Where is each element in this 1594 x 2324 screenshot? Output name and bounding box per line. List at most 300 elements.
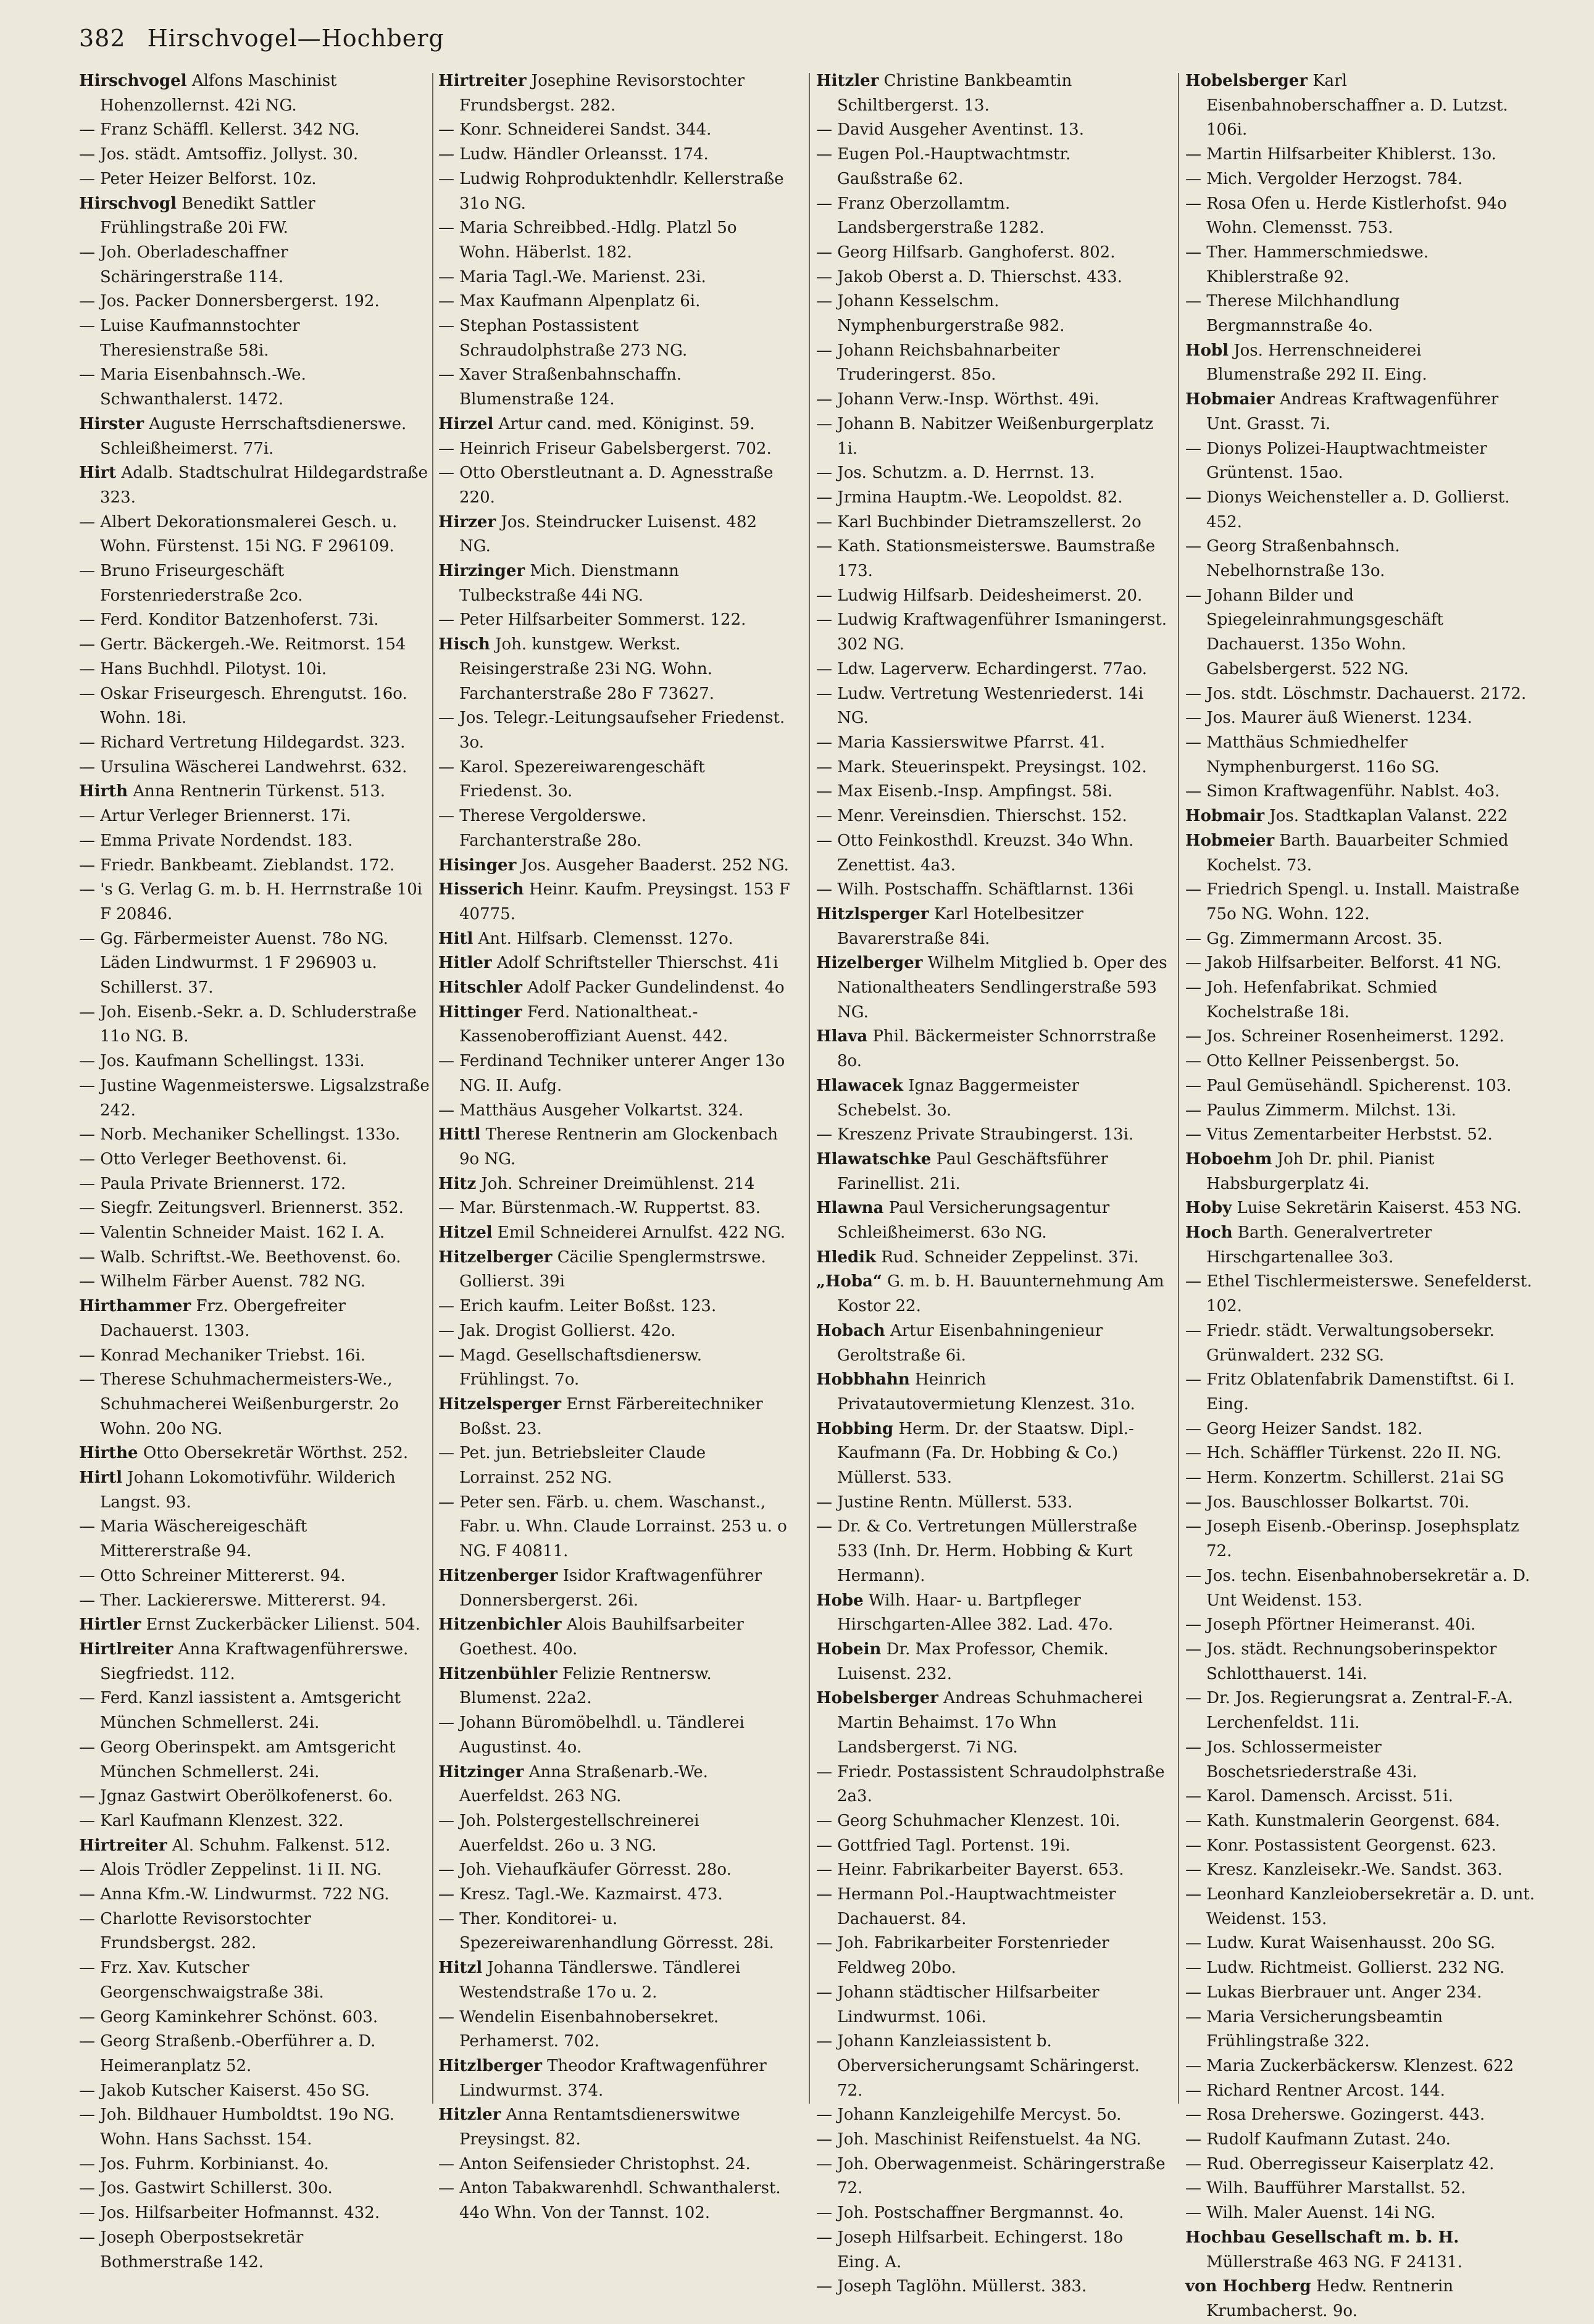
directory-entry xyxy=(1185,1956,1537,1981)
entry-text: Dr. Max Professor, Chemik. Luisenst. 232. xyxy=(837,1640,1109,1683)
entry-text: Mich. Vergolder Herzogst. 784. xyxy=(1206,169,1463,188)
directory-entry xyxy=(79,1001,431,1049)
entry-text: Jos. städt. Rechnungsoberinspektor Schlotthauerst. 14i. xyxy=(1206,1640,1497,1683)
directory-entry xyxy=(1185,1638,1537,1686)
directory-column-2 xyxy=(438,69,790,2223)
entry-text: Ludw. Richtmeist. Gollierst. 232 NG. xyxy=(1206,1959,1505,1978)
directory-entry xyxy=(816,780,1168,804)
entry-text: Joh. Viehaufkäufer Görresst. 28o. xyxy=(459,1860,732,1880)
directory-entry xyxy=(79,927,431,1001)
entry-text: Ant. Hilfsarb. Clemensst. 127o. xyxy=(478,929,733,948)
entry-text: Menr. Vereinsdien. Thierschst. 152. xyxy=(837,807,1127,826)
entry-text: Alois Trödler Zeppelinst. 1i II. NG. xyxy=(100,1860,382,1880)
surname: Hittinger xyxy=(438,1002,522,1022)
entry-text: Jakob Hilfsarbeiter. Belforst. 41 NG. xyxy=(1206,954,1502,973)
directory-entry-head xyxy=(1185,2226,1537,2275)
surname: Hobach xyxy=(816,1321,885,1340)
entry-text: Jos. techn. Eisenbahnobersekretär a. D. Unt Weidenst. 153. xyxy=(1206,1566,1530,1610)
directory-entry xyxy=(816,2030,1168,2103)
directory-entry-head xyxy=(438,951,790,976)
directory-entry xyxy=(1185,1883,1537,1931)
directory-entry xyxy=(816,2201,1168,2226)
entry-text: Joh. Maschinist Reifenstuelst. 4a NG. xyxy=(837,2130,1141,2149)
surname: Hirtler xyxy=(79,1615,141,1635)
entry-text: Martin Hilfsarbeiter Khiblerst. 13o. xyxy=(1206,145,1496,164)
entry-text: Ursulina Wäscherei Landwehrst. 632. xyxy=(100,757,407,777)
directory-entry xyxy=(816,289,1168,338)
directory-entry xyxy=(79,854,431,878)
entry-text: Ther. Konditorei- u. Spezereiwarenhandlung Görresst. 28i. xyxy=(459,1909,774,1953)
directory-entry xyxy=(438,1344,790,1393)
directory-entry xyxy=(79,1883,431,1907)
entry-text: Frz. Xav. Kutscher Georgenschwaigstraße 38i. xyxy=(100,1959,324,2002)
surname: Hobbhahn xyxy=(816,1370,910,1389)
directory-entry-head xyxy=(79,1466,431,1515)
surname: Hobmeier xyxy=(1185,831,1275,850)
entry-text: Anna Rentamtsdienerswitwe Preysingst. 82. xyxy=(459,2105,740,2149)
directory-entry xyxy=(438,1099,790,1123)
directory-entry xyxy=(438,706,790,755)
entry-text: Jos. Hilfsarbeiter Hofmannst. 432. xyxy=(100,2204,380,2223)
entry-text: Rosa Ofen u. Herde Kistlerhofst. 94o Wohn. Clemensst. 753. xyxy=(1206,194,1507,238)
entry-text: Anton Tabakwarenhdl. Schwanthalerst. 44o Whn. Von der Tannst. 102. xyxy=(459,2179,781,2223)
directory-entry xyxy=(79,633,431,657)
directory-entry-head xyxy=(816,1368,1168,1417)
directory-entry-head xyxy=(438,1760,790,1809)
entry-text: Cäcilie Spenglermstrswe. Gollierst. 39i xyxy=(459,1247,766,1291)
entry-text: Ther. Hammerschmiedswe. Khiblerstraße 92. xyxy=(1206,243,1429,286)
entry-text: Dionys Polizei-Hauptwachtmeister Grüntenst. 15ao. xyxy=(1206,439,1487,483)
entry-text: Pet. jun. Betriebsleiter Claude Lorrainst. 252 NG. xyxy=(459,1444,706,1488)
directory-entry xyxy=(1185,1441,1537,1466)
directory-entry xyxy=(1185,1785,1537,1809)
entry-text: Anna Straßenarb.-We. Auerfeldst. 263 NG. xyxy=(459,1762,708,1806)
entry-text: Joh Dr. phil. Pianist Habsburgerplatz 4i. xyxy=(1206,1149,1435,1193)
directory-entry xyxy=(816,1123,1168,1147)
entry-text: Otto Schreiner Mittererst. 94. xyxy=(100,1566,346,1585)
directory-entry xyxy=(79,1736,431,1785)
entry-text: Johann Reichsbahnarbeiter Truderingerst. 85o. xyxy=(837,341,1060,385)
entry-text: Johanna Tändlerswe. Tändlerei Westendstraße 17o u. 2. xyxy=(459,1959,741,2002)
entry-text: Karol. Damensch. Arcisst. 51i. xyxy=(1206,1787,1453,1806)
entry-text: Richard Rentner Arcost. 144. xyxy=(1206,2081,1445,2100)
directory-entry xyxy=(79,289,431,314)
directory-entry-head xyxy=(816,1147,1168,1196)
directory-entry xyxy=(1185,1981,1537,2005)
surname: Hisinger xyxy=(438,856,517,875)
entry-text: Wilh. Haar- u. Bartpfleger Hirschgarten-Allee 382. Lad. 47o. xyxy=(837,1591,1114,1635)
directory-entry xyxy=(79,1564,431,1589)
entry-text: Erich kaufm. Leiter Boßst. 123. xyxy=(459,1297,717,1316)
directory-entry xyxy=(1185,1736,1537,1785)
entry-text: Siegfr. Zeitungsverl. Briennerst. 352. xyxy=(100,1199,404,1218)
surname: Hobelsberger xyxy=(816,1689,938,1708)
entry-text: Auguste Herrschaftsdienerswe. Schleißheimerst. 77i. xyxy=(100,414,407,458)
entry-text: Heinrich Privatautovermietung Klenzest. 31o. xyxy=(837,1370,1135,1414)
surname: Hirzinger xyxy=(438,562,525,581)
directory-entry xyxy=(816,2275,1168,2299)
directory-entry xyxy=(816,265,1168,290)
surname: Hirth xyxy=(79,782,128,801)
entry-text: Ferd. Konditor Batzenhoferst. 73i. xyxy=(100,610,379,630)
entry-text: Albert Dekorationsmalerei Gesch. u. Wohn. Fürstenst. 15i NG. F 296109. xyxy=(100,512,398,556)
entry-text: Jos. Telegr.-Leitungsaufseher Friedenst. 3o. xyxy=(459,709,785,752)
entry-text: Otto Verleger Beethovenst. 6i. xyxy=(100,1149,348,1168)
entry-text: 's G. Verlag G. m. b. H. Herrnstraße 10i F 20846. xyxy=(100,880,423,923)
directory-entry xyxy=(438,1441,790,1490)
entry-text: Peter sen. Färb. u. chem. Waschanst., Fabr. u. Whn. Claude Lorrainst. 253 u. o NG. F 40811. xyxy=(459,1493,787,1561)
directory-entry xyxy=(438,143,790,167)
directory-entry xyxy=(79,1589,431,1614)
entry-text: Paul Gemüsehändl. Spicherenst. 103. xyxy=(1206,1076,1512,1095)
directory-entry-head xyxy=(438,559,790,608)
directory-entry xyxy=(816,584,1168,609)
entry-text: Phil. Bäckermeister Schnorrstraße 8o. xyxy=(837,1027,1156,1071)
directory-entry xyxy=(1185,1025,1537,1049)
directory-entry xyxy=(79,2005,431,2030)
directory-entry-head xyxy=(1185,804,1537,829)
entry-text: Joseph Hilfsarbeit. Echingerst. 18o Eing. A. xyxy=(837,2228,1124,2272)
entry-text: Barth. Bauarbeiter Schmied Kochelst. 73. xyxy=(1206,831,1509,875)
surname: Hoby xyxy=(1185,1199,1232,1218)
directory-entry xyxy=(438,2005,790,2054)
surname: von Hochberg xyxy=(1185,2277,1311,2296)
entry-text: Paulus Zimmerm. Milchst. 13i. xyxy=(1206,1101,1456,1120)
directory-entry-head xyxy=(816,1638,1168,1686)
directory-entry-head xyxy=(816,1589,1168,1638)
directory-column-4 xyxy=(1185,69,1537,2320)
entry-text: Charlotte Revisorstochter Frundsbergst. 282. xyxy=(100,1909,311,1953)
entry-text: Justine Rentn. Müllerst. 533. xyxy=(837,1493,1073,1512)
entry-text: Joh. Fabrikarbeiter Forstenrieder Feldweg 20bo. xyxy=(837,1934,1109,1978)
surname: Hirster xyxy=(79,414,144,433)
entry-text: Kath. Kunstmalerin Georgenst. 684. xyxy=(1206,1811,1500,1830)
surname: Hirthammer xyxy=(79,1297,191,1316)
directory-entry xyxy=(438,1196,790,1221)
directory-entry xyxy=(79,2201,431,2226)
surname: Hitzler xyxy=(816,72,879,90)
directory-entry-head xyxy=(438,2103,790,2152)
directory-entry xyxy=(816,1491,1168,1515)
entry-text: Franz Oberzollamtm. Landsbergerstraße 1282. xyxy=(837,194,1045,238)
directory-entry xyxy=(816,608,1168,657)
entry-text: Christine Bankbeamtin Schiltbergerst. 13. xyxy=(837,72,1072,115)
column-divider xyxy=(809,73,810,2104)
directory-entry xyxy=(79,1907,431,1956)
directory-entry xyxy=(438,118,790,143)
directory-entry xyxy=(79,2152,431,2177)
directory-entry xyxy=(438,1049,790,1098)
entry-text: Gg. Zimmermann Arcost. 35. xyxy=(1206,929,1443,948)
entry-text: Jrmina Hauptm.-We. Leopoldst. 82. xyxy=(837,488,1123,507)
entry-text: Anna Rentnerin Türkenst. 513. xyxy=(133,782,386,801)
entry-text: Joh. Eisenb.-Sekr. a. D. Schluderstraße 11o NG. B. xyxy=(100,1002,417,1046)
directory-entry-head xyxy=(79,1834,431,1859)
entry-text: Alfons Maschinist Hohenzollernst. 42i NG. xyxy=(100,72,337,115)
entry-text: Jos. Ausgeher Baaderst. 252 NG. xyxy=(521,856,789,875)
directory-entry xyxy=(79,143,431,167)
entry-text: Karol. Spezereiwarengeschäft Friedenst. 3o. xyxy=(459,757,705,801)
directory-entry xyxy=(79,1221,431,1246)
entry-text: Kresz. Tagl.-We. Kazmairst. 473. xyxy=(459,1885,723,1904)
entry-text: Lukas Bierbrauer unt. Anger 234. xyxy=(1206,1983,1482,2002)
entry-text: Johann Lokomotivführ. Wilderich Langst. 93. xyxy=(100,1468,396,1512)
surname: Hobein xyxy=(816,1640,882,1659)
directory-entry xyxy=(79,1196,431,1221)
directory-entry-head xyxy=(816,1686,1168,1760)
surname: Hirschvogl xyxy=(79,194,177,213)
entry-text: Ernst Färbereitechniker Boßst. 23. xyxy=(459,1394,763,1438)
directory-entry xyxy=(79,682,431,731)
entry-text: Isidor Kraftwagenführer Donnersbergerst. 26i. xyxy=(459,1566,762,1610)
surname: Hlava xyxy=(816,1027,868,1046)
entry-text: Matthäus Ausgeher Volkartst. 324. xyxy=(459,1101,744,1120)
directory-entry-head xyxy=(79,780,431,804)
surname: Hirzel xyxy=(438,414,494,433)
entry-text: Georg Heizer Sandst. 182. xyxy=(1206,1419,1423,1438)
entry-text: Gg. Färbermeister Auenst. 78o NG. Läden Lindwurmst. 1 F 296903 u. Schillerst. 37. xyxy=(100,929,388,997)
directory-entry-head xyxy=(438,2054,790,2103)
directory-entry xyxy=(1185,1491,1537,1515)
entry-text: Joh. Schreiner Dreimühlenst. 214 xyxy=(481,1174,755,1193)
directory-entry xyxy=(79,1515,431,1564)
entry-text: Johann Bilder und Spiegeleinrahmungsgeschäft Dachauerst. 135o Wohn. Gabelsbergerst. 522 NG. xyxy=(1206,586,1444,678)
surname: Hoboehm xyxy=(1185,1149,1272,1168)
entry-text: Peter Heizer Belforst. 10z. xyxy=(100,169,317,188)
entry-text: Herm. Konzertm. Schillerst. 21ai SG xyxy=(1206,1468,1504,1488)
entry-text: Mar. Bürstenmach.-W. Ruppertst. 83. xyxy=(459,1199,761,1218)
directory-entry xyxy=(816,339,1168,388)
directory-entry xyxy=(438,1907,790,1956)
surname: Hitzler xyxy=(438,2105,501,2125)
directory-entry xyxy=(438,265,790,290)
directory-entry xyxy=(816,388,1168,412)
directory-entry xyxy=(79,1686,431,1735)
directory-entry xyxy=(79,1785,431,1809)
entry-text: Artur cand. med. Königinst. 59. xyxy=(498,414,755,433)
surname: Hitz xyxy=(438,1174,477,1193)
entry-text: Georg Straßenbahnsch. Nebelhornstraße 13o. xyxy=(1206,537,1400,581)
entry-text: Jos. Schutzm. a. D. Herrnst. 13. xyxy=(837,464,1095,483)
directory-entry-head xyxy=(816,902,1168,951)
entry-text: Anton Seifensieder Christophst. 24. xyxy=(459,2154,751,2173)
entry-text: Joseph Taglöhn. Müllerst. 383. xyxy=(837,2277,1087,2296)
directory-entry xyxy=(79,804,431,829)
entry-text: Kresz. Kanzleisekr.-We. Sandst. 363. xyxy=(1206,1860,1503,1880)
entry-text: Ernst Zuckerbäcker Lilienst. 504. xyxy=(146,1615,420,1635)
directory-entry-head xyxy=(438,1001,790,1049)
column-divider xyxy=(1178,73,1179,2104)
column-divider xyxy=(432,73,433,2104)
directory-entry xyxy=(1185,167,1537,192)
surname: Hitzel xyxy=(438,1223,493,1243)
directory-entry xyxy=(1185,1834,1537,1859)
directory-entry xyxy=(438,289,790,314)
directory-entry-head xyxy=(816,1025,1168,1073)
entry-text: Georg Straßenb.-Oberführer a. D. Heimeranplatz 52. xyxy=(100,2032,376,2075)
entry-text: Frz. Obergefreiter Dachauerst. 1303. xyxy=(100,1297,346,1340)
directory-entry xyxy=(816,2226,1168,2275)
entry-text: Jos. Steindrucker Luisenst. 482 NG. xyxy=(459,512,757,556)
entry-text: Valentin Schneider Maist. 162 I. A. xyxy=(100,1223,385,1243)
entry-text: Georg Hilfsarb. Ganghoferst. 802. xyxy=(837,243,1116,262)
directory-column-1 xyxy=(79,69,431,2272)
directory-entry xyxy=(816,412,1168,461)
entry-text: Ludw. Kurat Waisenhausst. 20o SG. xyxy=(1206,1934,1496,1953)
directory-entry xyxy=(79,1368,431,1441)
entry-text: Rosa Dreherswe. Gozingerst. 443. xyxy=(1206,2105,1485,2125)
entry-text: Hans Buchhdl. Pilotyst. 10i. xyxy=(100,659,327,678)
directory-entry xyxy=(816,2152,1168,2201)
surname: Hobe xyxy=(816,1591,864,1610)
surname: Hitzinger xyxy=(438,1762,524,1781)
entry-text: Therese Rentnerin am Glockenbach 9o NG. xyxy=(459,1125,778,1168)
directory-entry-head xyxy=(1185,339,1537,388)
surname: Hirzer xyxy=(438,512,496,531)
page-number: 382 xyxy=(79,25,126,52)
entry-text: Jgnaz Gastwirt Oberölkofenerst. 6o. xyxy=(100,1787,393,1806)
directory-entry-head xyxy=(816,1196,1168,1245)
directory-entry xyxy=(816,657,1168,682)
entry-text: Rud. Schneider Zeppelinst. 37i. xyxy=(881,1247,1139,1267)
surname: Hitzenbühler xyxy=(438,1664,557,1683)
entry-text: Johann Kanzleiassistent b. Oberversicherungsamt Schäringerst. 72. xyxy=(837,2032,1140,2100)
directory-entry xyxy=(438,314,790,363)
surname: Hobbing xyxy=(816,1419,894,1438)
entry-text: Anna Kfm.-W. Lindwurmst. 722 NG. xyxy=(100,1885,390,1904)
entry-text: Georg Oberinspekt. am Amtsgericht München Schmellerst. 24i. xyxy=(100,1738,396,1781)
directory-entry xyxy=(79,2103,431,2152)
entry-text: Ignaz Baggermeister Schebelst. 3o. xyxy=(837,1076,1079,1120)
entry-text: Adalb. Stadtschulrat Hildegardstraße 323. xyxy=(100,464,428,507)
entry-text: Emma Private Nordendst. 183. xyxy=(100,831,353,850)
directory-entry xyxy=(1185,1515,1537,1564)
directory-entry xyxy=(1185,1099,1537,1123)
directory-entry-head xyxy=(816,1074,1168,1123)
entry-text: Ther. Lackiererswe. Mittererst. 94. xyxy=(100,1591,386,1610)
entry-text: Dr. & Co. Vertretungen Müllerstraße 533 (Inh. Dr. Herm. Hobbing & Kurt Hermann). xyxy=(837,1517,1137,1585)
directory-entry-head xyxy=(438,1221,790,1246)
directory-entry-head xyxy=(1185,388,1537,436)
surname: Hirtl xyxy=(79,1468,123,1488)
surname: Hitzenbichler xyxy=(438,1615,562,1635)
entry-text: Paul Versicherungsagentur Schleißheimerst. 63o NG. xyxy=(837,1199,1110,1243)
directory-entry xyxy=(1185,1809,1537,1834)
surname: Hittl xyxy=(438,1125,481,1144)
directory-entry xyxy=(816,510,1168,535)
entry-text: Luise Kaufmannstochter Theresienstraße 58i. xyxy=(100,317,300,360)
surname: Hisserich xyxy=(438,880,524,899)
directory-entry xyxy=(438,1883,790,1907)
entry-text: Joseph Pförtner Heimeranst. 40i. xyxy=(1206,1615,1476,1635)
entry-text: Jos. Kaufmann Schellingst. 133i. xyxy=(100,1052,365,1071)
entry-text: Joh. kunstgew. Werkst. Reisingerstraße 23i NG. Wohn. Farchanterstraße 28o F 73627. xyxy=(459,635,715,703)
entry-text: Jos. Packer Donnersbergerst. 192. xyxy=(100,292,380,311)
entry-text: Otto Obersekretär Wörthst. 252. xyxy=(143,1444,409,1463)
directory-entry xyxy=(79,2030,431,2078)
directory-entry xyxy=(1185,2103,1537,2128)
directory-entry xyxy=(438,167,790,216)
directory-entry xyxy=(1185,1931,1537,1956)
entry-text: Jos. stdt. Löschmstr. Dachauerst. 2172. xyxy=(1206,684,1527,703)
entry-text: Ludw. Händler Orleansst. 174. xyxy=(459,145,709,164)
directory-entry xyxy=(816,1858,1168,1883)
entry-text: Xaver Straßenbahnschaffn. Blumenstraße 124. xyxy=(459,365,682,409)
entry-text: Maria Schreibbed.-Hdlg. Platzl 5o Wohn. Häberlst. 182. xyxy=(459,219,737,262)
directory-entry xyxy=(1185,486,1537,535)
directory-entry-head xyxy=(438,1172,790,1197)
directory-entry xyxy=(816,118,1168,143)
running-title: Hirschvogel—Hochberg xyxy=(147,25,444,52)
directory-entry-head xyxy=(816,1319,1168,1368)
directory-entry-head xyxy=(816,1270,1168,1318)
directory-entry xyxy=(816,1760,1168,1809)
directory-entry xyxy=(1185,2128,1537,2152)
entry-text: Wendelin Eisenbahnobersekret. Perhamerst. 702. xyxy=(459,2007,719,2051)
directory-entry xyxy=(816,1931,1168,1980)
entry-text: Konr. Postassistent Georgenst. 623. xyxy=(1206,1836,1496,1855)
directory-entry xyxy=(816,461,1168,486)
entry-text: Georg Schuhmacher Klenzest. 10i. xyxy=(837,1811,1120,1830)
entry-text: Oskar Friseurgesch. Ehrengutst. 16o. Wohn. 18i. xyxy=(100,684,407,728)
entry-text: Joh. Polstergestellschreinerei Auerfeldst. 26o u. 3 NG. xyxy=(459,1811,699,1855)
entry-text: Maria Kassierswitwe Pfarrst. 41. xyxy=(837,733,1106,752)
directory-entry xyxy=(816,486,1168,510)
directory-entry xyxy=(816,241,1168,265)
directory-entry xyxy=(79,510,431,559)
directory-entry xyxy=(79,1858,431,1883)
entry-text: Ldw. Lagerverw. Echardingerst. 77ao. xyxy=(837,659,1148,678)
entry-text: Karl Hotelbesitzer Bavarerstraße 84i. xyxy=(837,904,1083,948)
entry-text: Stephan Postassistent Schraudolphstraße 273 NG. xyxy=(459,317,688,360)
directory-entry xyxy=(1185,1564,1537,1613)
entry-text: Al. Schuhm. Falkenst. 512. xyxy=(172,1836,391,1855)
surname: Hitzl xyxy=(438,1959,483,1978)
entry-text: Wilhelm Mitglied b. Oper des Nationaltheaters Sendlingerstraße 593 NG. xyxy=(837,954,1167,1022)
entry-text: Herm. Dr. der Staatsw. Dipl.-Kaufmann (Fa. Dr. Hobbing & Co.) Müllerst. 533. xyxy=(837,1419,1134,1488)
entry-text: Ludwig Kraftwagenführer Ismaningerst. 302 NG. xyxy=(837,610,1167,654)
directory-entry xyxy=(438,756,790,804)
entry-text: Paul Geschäftsführer Farinellist. 21i. xyxy=(837,1149,1108,1193)
surname: Hizelberger xyxy=(816,954,923,973)
entry-text: Felizie Rentnersw. Blumenst. 22a2. xyxy=(459,1664,712,1708)
entry-text: Joh. Oberwagenmeist. Schäringerstraße 72. xyxy=(837,2154,1166,2198)
directory-entry xyxy=(1185,2176,1537,2201)
directory-entry-head xyxy=(79,69,431,118)
entry-text: Hermann Pol.-Hauptwachtmeister Dachauerst. 84. xyxy=(837,1885,1116,1928)
directory-entry-head xyxy=(438,69,790,118)
entry-text: Kreszenz Private Straubingerst. 13i. xyxy=(837,1125,1134,1144)
entry-text: Friedr. Bankbeamt. Zieblandst. 172. xyxy=(100,856,395,875)
directory-entry xyxy=(816,756,1168,780)
entry-text: Andreas Schuhmacherei Martin Behaimst. 17o Whn Landsbergerst. 7i NG. xyxy=(837,1689,1143,1757)
surname: Hitzlberger xyxy=(438,2056,542,2075)
directory-entry-head xyxy=(79,1294,431,1343)
directory-entry xyxy=(1185,1858,1537,1883)
directory-entry xyxy=(79,559,431,608)
entry-text: Maria Wäschereigeschäft Mittererstraße 94. xyxy=(100,1517,307,1561)
entry-text: Hedw. Rentnerin Krumbacherst. 9o. xyxy=(1206,2277,1454,2320)
directory-entry xyxy=(816,1515,1168,1588)
directory-entry-head xyxy=(438,1956,790,2005)
entry-text: Norb. Mechaniker Schellingst. 133o. xyxy=(100,1125,401,1144)
entry-text: Emil Schneiderei Arnulfst. 422 NG. xyxy=(497,1223,786,1243)
entry-text: Hch. Schäffler Türkenst. 22o II. NG. xyxy=(1206,1444,1501,1463)
surname: Hitzlsperger xyxy=(816,904,929,923)
directory-entry xyxy=(438,2152,790,2177)
surname: Hobl xyxy=(1185,341,1229,360)
directory-entry xyxy=(438,461,790,510)
